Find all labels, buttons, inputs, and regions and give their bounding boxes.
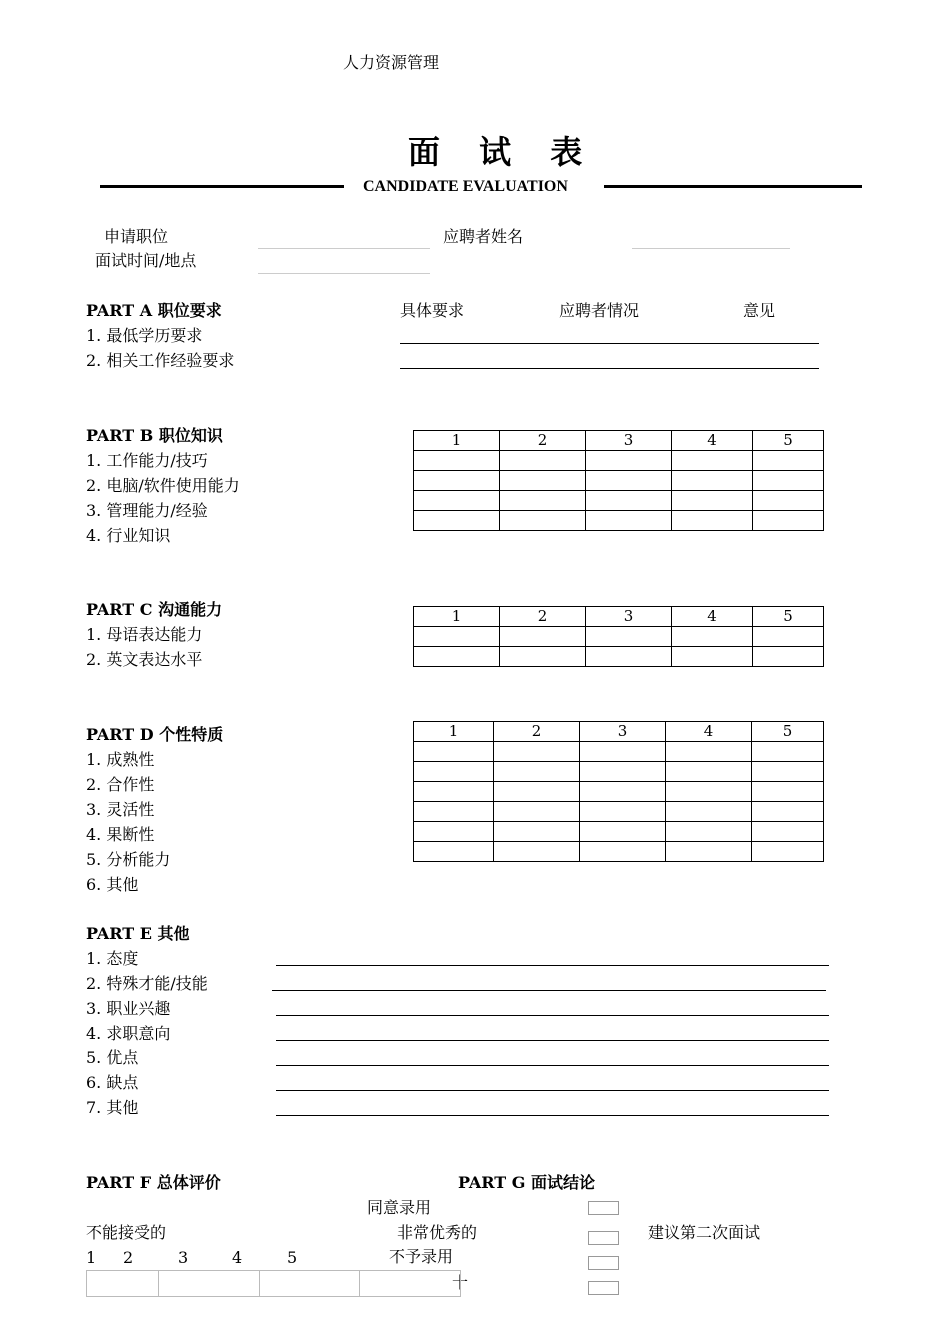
rating-cell[interactable] <box>753 647 824 667</box>
part-f-cut-mark: 十 <box>452 1273 469 1292</box>
rating-cell[interactable] <box>414 822 494 842</box>
scale-label: 2 <box>494 722 580 742</box>
option-label-reject: 不予录用 <box>389 1247 454 1266</box>
rating-cell[interactable] <box>580 762 666 782</box>
rating-cell[interactable] <box>666 782 752 802</box>
rating-cell[interactable] <box>494 742 580 762</box>
part-e-item: 2. 特殊才能/技能 <box>86 974 208 993</box>
part-e-line[interactable] <box>276 1115 829 1116</box>
part-b-item: 3. 管理能力/经验 <box>86 501 208 520</box>
rating-cell[interactable] <box>586 511 672 531</box>
part-d-item: 1. 成熟性 <box>86 750 155 769</box>
part-e-line[interactable] <box>276 1040 829 1041</box>
rating-cell[interactable] <box>752 802 824 822</box>
applicant-name-label: 应聘者姓名 <box>443 227 524 246</box>
rating-cell[interactable] <box>580 802 666 822</box>
rating-cell[interactable] <box>672 451 753 471</box>
scale-label: 1 <box>414 431 500 451</box>
scale-label: 5 <box>753 607 824 627</box>
interview-time-label: 面试时间/地点 <box>95 251 197 270</box>
rating-cell[interactable] <box>752 762 824 782</box>
part-f-rating-bar[interactable] <box>86 1270 461 1297</box>
rating-cell[interactable] <box>666 802 752 822</box>
title-rule-right <box>604 185 862 188</box>
scale-label: 4 <box>666 722 752 742</box>
part-f-heading: PART F 总体评价 <box>86 1173 221 1192</box>
rating-cell[interactable] <box>672 627 753 647</box>
extra-checkbox[interactable] <box>588 1281 619 1295</box>
rating-cell[interactable] <box>580 782 666 802</box>
scale-label: 3 <box>580 722 666 742</box>
part-d-heading: PART D 个性特质 <box>86 725 224 744</box>
part-e-line[interactable] <box>276 1015 829 1016</box>
part-e-item: 1. 态度 <box>86 949 139 968</box>
rating-cell[interactable] <box>414 782 494 802</box>
reject-checkbox[interactable] <box>588 1256 619 1270</box>
rating-cell[interactable] <box>494 782 580 802</box>
rating-cell[interactable] <box>500 451 586 471</box>
rating-cell[interactable] <box>494 802 580 822</box>
rating-cell[interactable] <box>414 842 494 862</box>
part-e-item: 6. 缺点 <box>86 1073 139 1092</box>
rating-cell[interactable] <box>666 822 752 842</box>
scale-label: 1 <box>414 722 494 742</box>
rating-cell[interactable] <box>414 647 500 667</box>
part-d-item: 5. 分析能力 <box>86 850 171 869</box>
rating-cell[interactable] <box>672 647 753 667</box>
rating-cell[interactable] <box>666 762 752 782</box>
part-c-item: 2. 英文表达水平 <box>86 650 203 669</box>
part-d-item: 4. 果断性 <box>86 825 155 844</box>
part-e-item: 4. 求职意向 <box>86 1024 171 1043</box>
part-c-rating-grid[interactable] <box>413 606 824 667</box>
scale-label: 4 <box>672 607 753 627</box>
rating-cell[interactable] <box>494 762 580 782</box>
rating-cell[interactable] <box>414 742 494 762</box>
part-a-col-requirement: 具体要求 <box>400 301 465 320</box>
scale-label: 1 <box>414 607 500 627</box>
part-b-rating-grid[interactable] <box>413 430 824 531</box>
part-g-heading: PART G 面试结论 <box>458 1173 596 1192</box>
rating-cell[interactable] <box>414 451 500 471</box>
scale-label: 5 <box>752 722 824 742</box>
part-f-scale-label: 3 <box>178 1248 189 1267</box>
rating-cell[interactable] <box>666 842 752 862</box>
rating-cell[interactable] <box>414 471 500 491</box>
part-b-item: 4. 行业知识 <box>86 526 171 545</box>
part-e-line[interactable] <box>276 965 829 966</box>
rating-cell[interactable] <box>586 627 672 647</box>
option-label-second-interview: 建议第二次面试 <box>648 1223 761 1242</box>
rating-cell[interactable] <box>586 471 672 491</box>
part-d-item: 3. 灵活性 <box>86 800 155 819</box>
part-d-item: 6. 其他 <box>86 875 139 894</box>
part-a-item-2-line[interactable] <box>400 368 819 369</box>
scale-label: 3 <box>586 607 672 627</box>
rating-cell[interactable] <box>414 627 500 647</box>
accept-checkbox[interactable] <box>588 1201 619 1215</box>
part-f-low-label: 不能接受的 <box>86 1223 167 1242</box>
rating-cell[interactable] <box>500 647 586 667</box>
part-c-item: 1. 母语表达能力 <box>86 625 203 644</box>
part-b-heading: PART B 职位知识 <box>86 426 223 445</box>
option-label-accept: 同意录用 <box>367 1198 432 1217</box>
rating-cell[interactable] <box>500 491 586 511</box>
part-d-item: 2. 合作性 <box>86 775 155 794</box>
rating-cell[interactable] <box>580 842 666 862</box>
part-c-heading: PART C 沟通能力 <box>86 600 223 619</box>
rating-cell[interactable] <box>752 742 824 762</box>
part-e-item: 5. 优点 <box>86 1048 139 1067</box>
rating-cell[interactable] <box>586 491 672 511</box>
part-e-item: 7. 其他 <box>86 1098 139 1117</box>
part-a-col-candidate: 应聘者情况 <box>559 301 640 320</box>
rating-cell[interactable] <box>500 627 586 647</box>
rating-cell[interactable] <box>500 471 586 491</box>
department-label: 人力资源管理 <box>343 53 440 72</box>
rating-cell[interactable] <box>586 647 672 667</box>
part-a-item: 2. 相关工作经验要求 <box>86 351 235 370</box>
rating-cell[interactable] <box>414 802 494 822</box>
position-label: 申请职位 <box>104 227 169 246</box>
part-b-item: 1. 工作能力/技巧 <box>86 451 208 470</box>
scale-label: 3 <box>586 431 672 451</box>
rating-cell[interactable] <box>753 511 824 531</box>
rating-cell[interactable] <box>672 471 753 491</box>
rating-cell[interactable] <box>752 782 824 802</box>
part-a-col-opinion: 意见 <box>743 301 776 320</box>
scale-label: 5 <box>753 431 824 451</box>
part-d-rating-grid[interactable] <box>413 721 824 862</box>
scale-label: 2 <box>500 607 586 627</box>
part-e-heading: PART E 其他 <box>86 924 190 943</box>
rating-cell[interactable] <box>752 822 824 842</box>
title-rule-left <box>100 185 344 188</box>
part-e-line[interactable] <box>272 990 826 991</box>
part-f-high-label: 非常优秀的 <box>397 1223 478 1242</box>
rating-cell[interactable] <box>753 451 824 471</box>
rating-divider <box>259 1271 260 1296</box>
rating-cell[interactable] <box>494 842 580 862</box>
rating-divider <box>359 1271 360 1296</box>
rating-cell[interactable] <box>586 451 672 471</box>
page-subtitle: CANDIDATE EVALUATION <box>363 178 568 195</box>
rating-cell[interactable] <box>414 762 494 782</box>
part-e-line[interactable] <box>276 1065 829 1066</box>
rating-cell[interactable] <box>672 511 753 531</box>
position-field[interactable] <box>258 248 430 249</box>
part-e-item: 3. 职业兴趣 <box>86 999 171 1018</box>
scale-label: 4 <box>672 431 753 451</box>
rating-cell[interactable] <box>500 511 586 531</box>
interview-time-field[interactable] <box>258 273 430 274</box>
part-a-item-1-line[interactable] <box>400 343 819 344</box>
rating-cell[interactable] <box>752 842 824 862</box>
rating-cell[interactable] <box>666 742 752 762</box>
rating-cell[interactable] <box>753 491 824 511</box>
part-b-item: 2. 电脑/软件使用能力 <box>86 476 240 495</box>
scale-label: 2 <box>500 431 586 451</box>
page-title: 面 试 表 <box>408 133 597 171</box>
rating-cell[interactable] <box>580 822 666 842</box>
rating-cell[interactable] <box>753 471 824 491</box>
part-f-scale-label: 1 <box>86 1248 97 1267</box>
part-f-scale-label: 5 <box>287 1248 298 1267</box>
applicant-name-field[interactable] <box>632 248 790 249</box>
part-a-heading: PART A 职位要求 <box>86 301 222 320</box>
rating-cell[interactable] <box>580 742 666 762</box>
part-f-scale-label: 4 <box>232 1248 243 1267</box>
second-interview-checkbox[interactable] <box>588 1231 619 1245</box>
rating-cell[interactable] <box>494 822 580 842</box>
rating-divider <box>158 1271 159 1296</box>
rating-cell[interactable] <box>672 491 753 511</box>
part-f-scale-label: 2 <box>123 1248 134 1267</box>
rating-cell[interactable] <box>753 627 824 647</box>
part-e-line[interactable] <box>276 1090 829 1091</box>
part-a-item: 1. 最低学历要求 <box>86 326 203 345</box>
rating-cell[interactable] <box>414 491 500 511</box>
rating-cell[interactable] <box>414 511 500 531</box>
